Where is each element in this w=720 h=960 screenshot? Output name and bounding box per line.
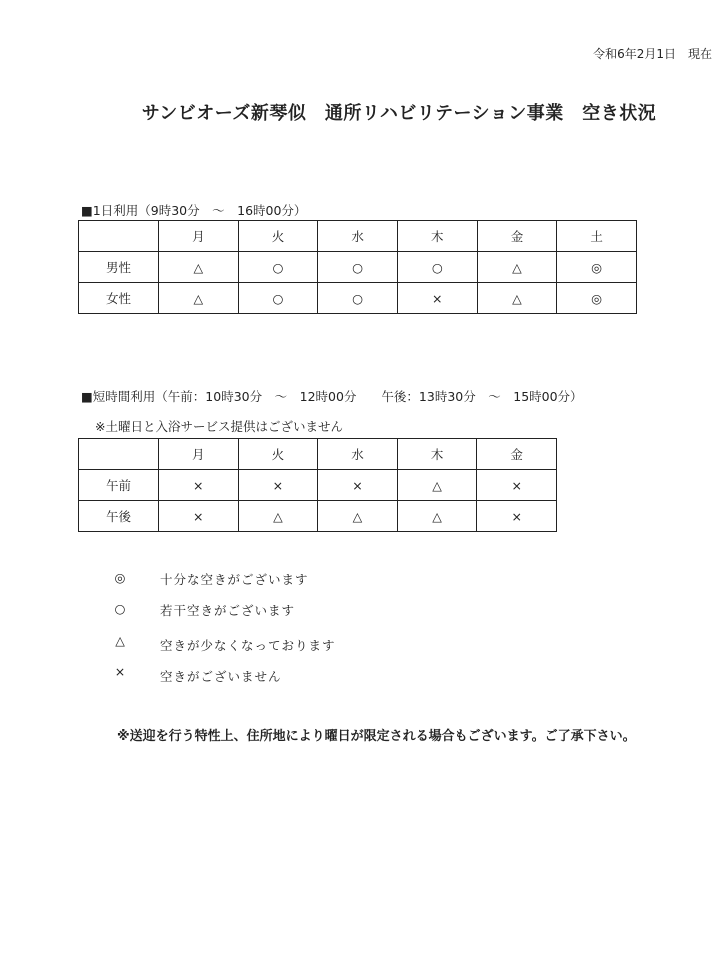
day-header: 火 (238, 221, 318, 252)
corner-cell (79, 439, 159, 470)
document-title: サンビオーズ新琴似 通所リハビリテーション事業 空き状況 (141, 103, 657, 124)
full-day-label: ■1日利用（9時30分 ～ 16時00分） (81, 203, 307, 218)
footer-note: ※送迎を行う特性上、住所地により曜日が限定される場合もございます。ご了承下さい。 (117, 729, 636, 744)
legend-text: 十分な空きがございます (160, 572, 309, 587)
row-label: 女性 (79, 283, 159, 314)
availability-cell: △ (159, 283, 239, 314)
document-date: 令和6年2月1日 現在 (593, 47, 712, 61)
availability-cell: × (238, 470, 318, 501)
row-label: 午前 (79, 470, 159, 501)
availability-cell: ◎ (557, 283, 637, 314)
short-time-note: ※土曜日と入浴サービス提供はございません (95, 419, 343, 434)
legend-text: 若干空きがございます (160, 603, 296, 618)
availability-cell: ○ (397, 252, 477, 283)
day-header: 土 (557, 221, 637, 252)
day-header: 木 (397, 221, 477, 252)
table-row (79, 283, 637, 314)
day-header: 月 (159, 439, 239, 470)
short-time-label: ■短時間利用（午前：10時30分 ～ 12時00分 午後：13時30分 ～ 15時00分） (81, 389, 583, 404)
short-time-table (78, 438, 557, 532)
availability-cell: △ (477, 283, 557, 314)
availability-cell: ○ (238, 283, 318, 314)
day-header: 水 (318, 439, 398, 470)
availability-cell: × (477, 470, 557, 501)
availability-cell: ○ (318, 252, 398, 283)
day-header: 水 (318, 221, 398, 252)
day-header: 金 (477, 439, 557, 470)
availability-cell: △ (238, 501, 318, 532)
corner-cell (79, 221, 159, 252)
availability-cell: ○ (318, 283, 398, 314)
availability-cell: × (159, 470, 239, 501)
day-header: 木 (397, 439, 477, 470)
legend-symbol: △ (115, 633, 125, 648)
day-header: 火 (238, 439, 318, 470)
availability-cell: × (159, 501, 239, 532)
row-label: 午後 (79, 501, 159, 532)
availability-cell: ◎ (557, 252, 637, 283)
table-row (79, 470, 557, 501)
legend-text: 空きがございません (160, 669, 282, 684)
legend-text: 空きが少なくなっております (160, 638, 336, 653)
legend-symbol: ◎ (114, 570, 126, 585)
legend-symbol: ○ (114, 601, 126, 616)
day-header: 月 (159, 221, 239, 252)
availability-cell: △ (318, 501, 398, 532)
full-day-table (78, 220, 637, 314)
availability-cell: × (397, 283, 477, 314)
row-label: 男性 (79, 252, 159, 283)
availability-cell: △ (159, 252, 239, 283)
availability-cell: × (477, 501, 557, 532)
table-header-row (79, 221, 637, 252)
table-header-row (79, 439, 557, 470)
availability-cell: ○ (238, 252, 318, 283)
availability-cell: △ (397, 470, 477, 501)
table-row (79, 252, 637, 283)
availability-cell: × (318, 470, 398, 501)
day-header: 金 (477, 221, 557, 252)
table-row (79, 501, 557, 532)
availability-cell: △ (397, 501, 477, 532)
legend-symbol: × (114, 664, 126, 679)
availability-cell: △ (477, 252, 557, 283)
